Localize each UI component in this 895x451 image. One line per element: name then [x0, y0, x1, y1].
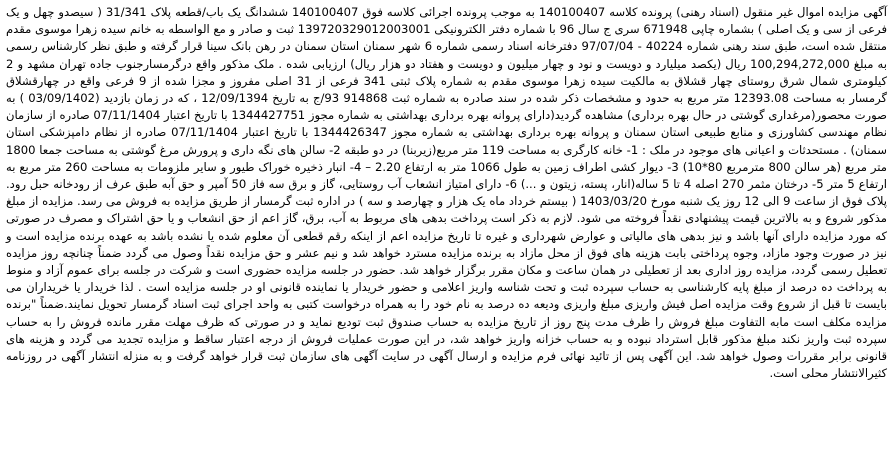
notice-text: آگهی مزایده اموال غیر منقول (اسناد رهنی) پرونده کلاسه 140100407 به موجب پرونده اجرائی کلاسه فوق 140100407 ششدانگ یک باب/قطعه پلاک 31/341 ( سیصدو چهل و یک فرعی از سی و یک اصلی ) بشماره چاپی 671948 سری ج سال 96 با شماره دفتر الکترونیکی 139720329012003001 ثبت و صادر و مع الواسطه به خانم سیده زهرا موسوی مقدم منتقل شده است، طبق سند رهنی شماره 40224 - 97/07/04 دفترخانه اسناد رسمی شماره 6 شهر سمنان استان سمنان در رهن بانک سینا قرار گرفته و طبق نظر کارشناس رسمی به مبلغ 100,294,272,000 ریال (یکصد میلیارد و دویست و نود و چهار میلیون و دویست و هفتاد دو هزار ریال) ارزیابی شده . ملک مذکور واقع درگرمسارجنوب جاده تهران مشهد و 2 کیلومتری شمال شرق روستای چهار قشلاق به مالکیت سیده زهرا موسوی مقدم به شماره پلاک ثبتی 341 فرعی از 31 اصلی مفروز و مجزا شده از 9 فرعی واقع در چهارقشلاق گرمسار به مساحت 12393.08 متر مربع به حدود و مشخصات ذکر شده در سند صادره به شماره ثبت 914868 93/ج به تاریخ 12/09/1394 ، که در زمان بازدید (03/09/1402 ) به صورت محصور(مرغداری گوشتی در حال بهره برداری) مشاهده گردید(دارای پروانه بهره برداری بهداشتی به شماره مجوز 1344427751 با تاریخ اعتبار 07/11/1404 صادره از سازمان نظام مهندسی کشاورزی و منابع طبیعی استان سمنان و پروانه بهره برداری بهداشتی به شماره مجوز 1344426347 با تاریخ اعتبار 07/11/1404 صادره از نظام دامپزشکی استان سمنان) . مستحدثات و اعیانی های موجود در ملک : 1- خانه کارگری به مساحت 119 متر مربع(زیربنا) در دو طبقه 2- سالن های نگه داری و پرورش مرغ گوشتی به مساحت جمعا 1800 متر مربع (هر سالن 800 مترمربع 80*10) 3- دیوار کشی اطراف زمین به طول 1066 متر به ارتفاع 2.20 – 4- انبار ذخیره خوراک طیور و سایر ملزومات به مساحت 260 متر مربع به ارتفاع 5 متر 5- درختان مثمر 270 اصله 4 تا 5 ساله(انار، پسته، زیتون و ...) 6- دارای امتیاز انشعاب آب روستایی، گاز و برق سه فاز 50 آمپر و حق آبه طبق عرف از رودخانه حبل رود. پلاک فوق از ساعت 9 الی 12 روز یک شنبه مورخ 1403/03/20 ( بیستم خرداد ماه یک هزار و چهارصد و سه ) در اداره ثبت گرمسار از طریق مزایده به فروش می رسد. مزایده از مبلغ مذکور شروع و به بالاترین قیمت پیشنهادی نقداً فروخته می شود. لازم به ذکر است پرداخت بدهی های مربوط به آب، برق، گاز اعم از حق انشعاب و یا حق اشتراک و مصرف در صورتی که مورد مزایده دارای آنها باشد و نیز بدهی های مالیاتی و عوارض شهرداری و غیره تا تاریخ مزایده اعم از اینکه رقم قطعی آن معلوم شده یا نشده باشد به عهده برنده مزایده است و نیز در صورت وجود مازاد، وجوه پرداختی بابت هزینه های فوق از محل مازاد به برنده مزایده مسترد خواهد شد و نیم عشر و حق مزایده نقداً وصول می گردد ضمناً چنانچه روز مزایده تعطیل رسمی گردد، مزایده روز اداری بعد از تعطیلی در همان ساعت و مکان مقرر برگزار خواهد شد. حضور در جلسه مزایده حضوری است و شرکت در جلسه برای عموم آزاد و منوط به پرداخت ده درصد از مبلغ پایه کارشناسی به حساب سپرده ثبت و تحت شناسه واریز اعلامی و حضور خریدار یا نماینده قانونی او در جلسه مزایده است . لذا خریدار یا خریداران می بایست تا قبل از شروع وقت مزایده اصل فیش واریزی مبلغ واریزی ودیعه ده درصد به نام خود را به همراه درخواست کتبی به واحد اجرای ثبت اسناد گرمسار تحویل نمایند.ضمناً "برنده مزایده مکلف است مابه التفاوت مبلغ فروش را ظرف مدت پنج روز از تاریخ مزایده به حساب صندوق ثبت تودیع نماید و در صورتی که ظرف مهلت مقرر مانده فروش را به حساب سپرده ثبت واریز نکند مبلغ مذکور قابل استرداد نبوده و به حساب خزانه واریز خواهد شد، در این صورت عملیات فروش از درجه اعتبار ساقط و مزایده تجدید می گردد و هزینه های قانونی برابر مقررات وصول خواهد شد. این آگهی پس از تائید نهائی فرم مزایده و ارسال آگهی در سایت آگهی های سازمان ثبت قرار خواهد گرفت و به منزله انتشار آگهی در روزنامه کثیرالانتشار محلی است.	[6, 5, 887, 381]
